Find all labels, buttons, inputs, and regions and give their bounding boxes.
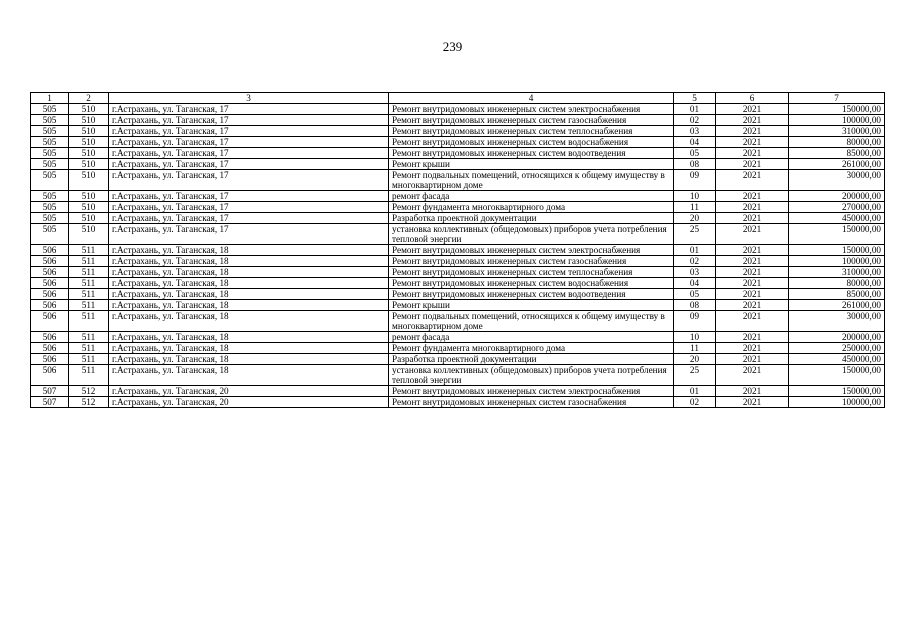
object-code-cell: 510 <box>69 148 109 159</box>
object-code-cell: 510 <box>69 126 109 137</box>
object-code-cell: 511 <box>69 300 109 311</box>
work-type-cell: Ремонт внутридомовых инженерных систем газоснабжения <box>389 397 674 408</box>
work-code-cell: 20 <box>674 354 716 365</box>
address-cell: г.Астрахань, ул. Таганская, 20 <box>109 386 389 397</box>
row-number-cell: 505 <box>31 104 69 115</box>
year-cell: 2021 <box>716 267 789 278</box>
year-cell: 2021 <box>716 354 789 365</box>
table-row <box>31 213 885 224</box>
cost-cell: 310000,00 <box>789 126 885 137</box>
work-code-cell: 02 <box>674 397 716 408</box>
cost-cell: 80000,00 <box>789 137 885 148</box>
work-type-cell: Ремонт внутридомовых инженерных систем теплоснабжения <box>389 126 674 137</box>
object-code-cell: 510 <box>69 104 109 115</box>
object-code-cell: 511 <box>69 267 109 278</box>
year-cell: 2021 <box>716 137 789 148</box>
table-row <box>31 126 885 137</box>
year-cell: 2021 <box>716 191 789 202</box>
row-number-cell: 506 <box>31 300 69 311</box>
column-header-7: 7 <box>789 93 885 104</box>
address-cell: г.Астрахань, ул. Таганская, 18 <box>109 300 389 311</box>
work-type-cell: Ремонт внутридомовых инженерных систем водоснабжения <box>389 278 674 289</box>
address-cell: г.Астрахань, ул. Таганская, 18 <box>109 267 389 278</box>
table-row <box>31 354 885 365</box>
address-cell: г.Астрахань, ул. Таганская, 18 <box>109 245 389 256</box>
work-type-cell: установка коллективных (общедомовых) приборов учета потребления тепловой энергии <box>389 224 674 245</box>
table-body <box>31 104 885 408</box>
cost-cell: 150000,00 <box>789 245 885 256</box>
column-header-2: 2 <box>69 93 109 104</box>
column-header-6: 6 <box>716 93 789 104</box>
work-code-cell: 01 <box>674 104 716 115</box>
cost-cell: 100000,00 <box>789 397 885 408</box>
row-number-cell: 506 <box>31 343 69 354</box>
row-number-cell: 507 <box>31 397 69 408</box>
work-type-cell: Ремонт крыши <box>389 300 674 311</box>
year-cell: 2021 <box>716 343 789 354</box>
work-type-cell: Ремонт внутридомовых инженерных систем водоотведения <box>389 289 674 300</box>
address-cell: г.Астрахань, ул. Таганская, 17 <box>109 104 389 115</box>
table-row <box>31 202 885 213</box>
work-code-cell: 02 <box>674 115 716 126</box>
address-cell: г.Астрахань, ул. Таганская, 17 <box>109 126 389 137</box>
table-row <box>31 386 885 397</box>
cost-cell: 150000,00 <box>789 386 885 397</box>
year-cell: 2021 <box>716 148 789 159</box>
cost-cell: 200000,00 <box>789 191 885 202</box>
address-cell: г.Астрахань, ул. Таганская, 17 <box>109 202 389 213</box>
object-code-cell: 510 <box>69 115 109 126</box>
column-header-5: 5 <box>674 93 716 104</box>
address-cell: г.Астрахань, ул. Таганская, 18 <box>109 354 389 365</box>
table-row <box>31 311 885 332</box>
address-cell: г.Астрахань, ул. Таганская, 17 <box>109 148 389 159</box>
work-code-cell: 10 <box>674 332 716 343</box>
address-cell: г.Астрахань, ул. Таганская, 18 <box>109 365 389 386</box>
work-code-cell: 03 <box>674 267 716 278</box>
table-row <box>31 115 885 126</box>
table-row <box>31 137 885 148</box>
row-number-cell: 506 <box>31 311 69 332</box>
work-type-cell: ремонт фасада <box>389 332 674 343</box>
work-type-cell: Ремонт внутридомовых инженерных систем электроснабжения <box>389 104 674 115</box>
row-number-cell: 506 <box>31 256 69 267</box>
work-code-cell: 04 <box>674 278 716 289</box>
work-type-cell: Ремонт внутридомовых инженерных систем газоснабжения <box>389 115 674 126</box>
object-code-cell: 511 <box>69 343 109 354</box>
table-row <box>31 256 885 267</box>
address-cell: г.Астрахань, ул. Таганская, 20 <box>109 397 389 408</box>
work-code-cell: 04 <box>674 137 716 148</box>
work-type-cell: Ремонт крыши <box>389 159 674 170</box>
row-number-cell: 505 <box>31 115 69 126</box>
cost-cell: 261000,00 <box>789 159 885 170</box>
address-cell: г.Астрахань, ул. Таганская, 18 <box>109 343 389 354</box>
address-cell: г.Астрахань, ул. Таганская, 18 <box>109 289 389 300</box>
table-row <box>31 245 885 256</box>
cost-cell: 30000,00 <box>789 170 885 191</box>
work-code-cell: 25 <box>674 365 716 386</box>
object-code-cell: 510 <box>69 224 109 245</box>
row-number-cell: 507 <box>31 386 69 397</box>
table-row <box>31 365 885 386</box>
work-code-cell: 09 <box>674 170 716 191</box>
row-number-cell: 506 <box>31 365 69 386</box>
work-type-cell: Ремонт фундамента многоквартирного дома <box>389 202 674 213</box>
address-cell: г.Астрахань, ул. Таганская, 17 <box>109 191 389 202</box>
cost-cell: 450000,00 <box>789 354 885 365</box>
year-cell: 2021 <box>716 397 789 408</box>
address-cell: г.Астрахань, ул. Таганская, 17 <box>109 137 389 148</box>
table-row <box>31 397 885 408</box>
year-cell: 2021 <box>716 300 789 311</box>
object-code-cell: 511 <box>69 332 109 343</box>
row-number-cell: 506 <box>31 267 69 278</box>
work-type-cell: установка коллективных (общедомовых) приборов учета потребления тепловой энергии <box>389 365 674 386</box>
year-cell: 2021 <box>716 159 789 170</box>
address-cell: г.Астрахань, ул. Таганская, 18 <box>109 332 389 343</box>
cost-cell: 85000,00 <box>789 148 885 159</box>
work-type-cell: Ремонт внутридомовых инженерных систем теплоснабжения <box>389 267 674 278</box>
cost-cell: 250000,00 <box>789 343 885 354</box>
header-row <box>31 93 885 104</box>
work-type-cell: Ремонт внутридомовых инженерных систем водоснабжения <box>389 137 674 148</box>
object-code-cell: 510 <box>69 213 109 224</box>
work-code-cell: 05 <box>674 148 716 159</box>
address-cell: г.Астрахань, ул. Таганская, 18 <box>109 278 389 289</box>
table-row <box>31 332 885 343</box>
column-header-3: 3 <box>109 93 389 104</box>
year-cell: 2021 <box>716 289 789 300</box>
object-code-cell: 510 <box>69 191 109 202</box>
year-cell: 2021 <box>716 202 789 213</box>
object-code-cell: 512 <box>69 386 109 397</box>
object-code-cell: 510 <box>69 170 109 191</box>
year-cell: 2021 <box>716 213 789 224</box>
cost-cell: 270000,00 <box>789 202 885 213</box>
page-number: 239 <box>442 39 463 54</box>
work-type-cell: Ремонт подвальных помещений, относящихся к общему имуществу в многоквартирном доме <box>389 170 674 191</box>
work-type-cell: ремонт фасада <box>389 191 674 202</box>
object-code-cell: 510 <box>69 159 109 170</box>
address-cell: г.Астрахань, ул. Таганская, 18 <box>109 256 389 267</box>
year-cell: 2021 <box>716 386 789 397</box>
column-header-1: 1 <box>31 93 69 104</box>
work-code-cell: 09 <box>674 311 716 332</box>
object-code-cell: 511 <box>69 256 109 267</box>
table-row <box>31 278 885 289</box>
year-cell: 2021 <box>716 332 789 343</box>
cost-cell: 150000,00 <box>789 224 885 245</box>
row-number-cell: 505 <box>31 159 69 170</box>
row-number-cell: 505 <box>31 137 69 148</box>
address-cell: г.Астрахань, ул. Таганская, 17 <box>109 224 389 245</box>
table-row <box>31 104 885 115</box>
work-code-cell: 25 <box>674 224 716 245</box>
cost-cell: 310000,00 <box>789 267 885 278</box>
work-type-cell: Ремонт внутридомовых инженерных систем газоснабжения <box>389 256 674 267</box>
work-code-cell: 01 <box>674 245 716 256</box>
year-cell: 2021 <box>716 365 789 386</box>
cost-cell: 80000,00 <box>789 278 885 289</box>
row-number-cell: 505 <box>31 170 69 191</box>
object-code-cell: 511 <box>69 289 109 300</box>
table-row <box>31 300 885 311</box>
cost-cell: 150000,00 <box>789 365 885 386</box>
row-number-cell: 505 <box>31 191 69 202</box>
row-number-cell: 506 <box>31 289 69 300</box>
work-code-cell: 08 <box>674 300 716 311</box>
row-number-cell: 506 <box>31 354 69 365</box>
work-code-cell: 01 <box>674 386 716 397</box>
work-type-cell: Ремонт внутридомовых инженерных систем водоотведения <box>389 148 674 159</box>
address-cell: г.Астрахань, ул. Таганская, 17 <box>109 170 389 191</box>
address-cell: г.Астрахань, ул. Таганская, 17 <box>109 213 389 224</box>
work-code-cell: 08 <box>674 159 716 170</box>
works-table <box>30 92 885 408</box>
work-code-cell: 10 <box>674 191 716 202</box>
object-code-cell: 511 <box>69 365 109 386</box>
table-row <box>31 289 885 300</box>
table-row <box>31 224 885 245</box>
table-row <box>31 191 885 202</box>
object-code-cell: 510 <box>69 202 109 213</box>
work-type-cell: Разработка проектной документации <box>389 213 674 224</box>
work-code-cell: 05 <box>674 289 716 300</box>
object-code-cell: 512 <box>69 397 109 408</box>
object-code-cell: 511 <box>69 311 109 332</box>
work-code-cell: 02 <box>674 256 716 267</box>
cost-cell: 85000,00 <box>789 289 885 300</box>
cost-cell: 150000,00 <box>789 104 885 115</box>
work-type-cell: Ремонт внутридомовых инженерных систем электроснабжения <box>389 386 674 397</box>
cost-cell: 450000,00 <box>789 213 885 224</box>
cost-cell: 100000,00 <box>789 256 885 267</box>
row-number-cell: 506 <box>31 245 69 256</box>
work-type-cell: Ремонт фундамента многоквартирного дома <box>389 343 674 354</box>
year-cell: 2021 <box>716 104 789 115</box>
year-cell: 2021 <box>716 245 789 256</box>
cost-cell: 261000,00 <box>789 300 885 311</box>
object-code-cell: 511 <box>69 245 109 256</box>
work-code-cell: 11 <box>674 343 716 354</box>
cost-cell: 30000,00 <box>789 311 885 332</box>
table-row <box>31 267 885 278</box>
object-code-cell: 510 <box>69 137 109 148</box>
row-number-cell: 505 <box>31 202 69 213</box>
address-cell: г.Астрахань, ул. Таганская, 17 <box>109 159 389 170</box>
row-number-cell: 506 <box>31 278 69 289</box>
year-cell: 2021 <box>716 311 789 332</box>
work-type-cell: Ремонт внутридомовых инженерных систем электроснабжения <box>389 245 674 256</box>
year-cell: 2021 <box>716 224 789 245</box>
row-number-cell: 505 <box>31 148 69 159</box>
work-type-cell: Ремонт подвальных помещений, относящихся к общему имуществу в многоквартирном доме <box>389 311 674 332</box>
object-code-cell: 511 <box>69 278 109 289</box>
year-cell: 2021 <box>716 256 789 267</box>
table-row <box>31 170 885 191</box>
year-cell: 2021 <box>716 278 789 289</box>
object-code-cell: 511 <box>69 354 109 365</box>
address-cell: г.Астрахань, ул. Таганская, 18 <box>109 311 389 332</box>
column-header-4: 4 <box>389 93 674 104</box>
row-number-cell: 506 <box>31 332 69 343</box>
table-row <box>31 148 885 159</box>
work-code-cell: 03 <box>674 126 716 137</box>
work-code-cell: 11 <box>674 202 716 213</box>
year-cell: 2021 <box>716 126 789 137</box>
cost-cell: 100000,00 <box>789 115 885 126</box>
row-number-cell: 505 <box>31 126 69 137</box>
address-cell: г.Астрахань, ул. Таганская, 17 <box>109 115 389 126</box>
row-number-cell: 505 <box>31 213 69 224</box>
year-cell: 2021 <box>716 170 789 191</box>
table-row <box>31 159 885 170</box>
row-number-cell: 505 <box>31 224 69 245</box>
work-type-cell: Разработка проектной документации <box>389 354 674 365</box>
cost-cell: 200000,00 <box>789 332 885 343</box>
year-cell: 2021 <box>716 115 789 126</box>
work-code-cell: 20 <box>674 213 716 224</box>
table-row <box>31 343 885 354</box>
